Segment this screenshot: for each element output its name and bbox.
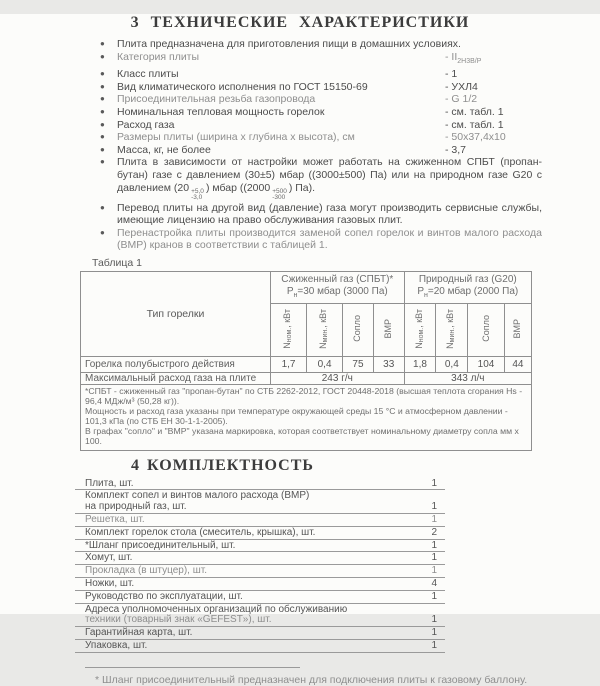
spec-label: Категория плиты [117,50,200,63]
list-item: Адреса уполномоченных организаций по обслуживанию техники (товарный знак «GEFEST»), шт. 1 [75,604,445,628]
cell-value: 104 [468,357,505,373]
spec-value: - $II_{2Н3В/Р}$ [445,50,482,65]
col-header-burner-type: Тип горелки [81,272,271,357]
bullet-icon: ● [100,81,105,91]
spec-row [100,144,542,157]
item-qty: 4 [431,577,437,589]
item-qty: 1 [431,552,437,564]
list-item: Прокладка (в штуцер), шт. 1 [75,565,445,578]
bullet-icon: ● [100,157,105,167]
spec-row [100,119,542,132]
spec-value: - УХЛ4 [445,80,478,93]
bullet-icon: ● [100,132,105,142]
spec-label: Плита предназначена для приготовления пищи в домашних условиях. [117,38,461,50]
spec-paragraph: ● Перевод плиты на другой вид (давление) газа могут производить сервисные службы, имеющие лицензию на право обслуживания газовых плит. [100,201,542,227]
list-item: Решетка, шт. 1 [75,514,445,527]
bullet-icon: ● [100,144,105,154]
bullet-icon: ● [100,119,105,129]
cell-value: 1,7 [271,357,307,373]
footnote-divider [85,667,300,668]
bullet-icon: ● [100,51,105,61]
spec-value: - 3,7 [445,143,467,156]
table-row-total: Максимальный расход газа на плите 243 г/ч 343 л/ч [81,373,532,385]
col-header-vmr: ВМР [504,304,531,357]
list-item: Ножки, шт. 4 [75,578,445,591]
bullet-icon: ● [100,107,105,117]
cell-value: 44 [504,357,531,373]
table-caption: Таблица 1 [92,257,142,269]
spec-value: - 1 [445,68,458,81]
footnote-spbt: *СПБТ - сжиженный газ "пропан-бутан" по СТБ 2262-2012, ГОСТ 20448-2018 (высшая теплота сгорания Нs - 96,4 МДж/м³ (50,28 кг)). [85,386,523,406]
spec-row [100,81,542,94]
manual-page [0,14,600,686]
list-item: Гарантийная карта, шт. 1 [75,627,445,640]
col-header-n-min: $N_{мин.}$, кВт [307,304,343,357]
spec-value: - см. табл. 1 [445,106,504,119]
item-qty: 1 [431,477,437,489]
bullet-icon: ● [100,39,105,48]
section4-title: 4 КОМПЛЕКТНОСТЬ [131,456,314,474]
total-natural-gas: 343 л/ч [404,373,531,385]
tolerance-stack: +5,0 -3,0 [191,187,204,202]
list-item: Комплект сопел и винтов малого расхода (ВМР) на природный газ, шт. 1 [75,490,445,514]
col-header-n-nom: $N_{ном.}$, кВт [271,304,307,357]
bullet-icon: ● [100,227,105,237]
spec-label: Вид климатического исполнения по ГОСТ 15150-69 [117,80,368,93]
spec-paragraph: ● Перенастройка плиты производится заменой сопел горелок и винтов малого расхода (ВМР) кранов в соответствии с таблицей 1. [100,226,542,252]
list-item: *Шланг присоединительный, шт. 1 [75,540,445,553]
bullet-icon: ● [100,94,105,104]
item-qty: 1 [431,539,437,551]
item-qty: 2 [431,526,437,538]
item-qty: 1 [431,501,437,513]
list-item: Комплект горелок стола (смеситель, крышка), шт. 2 [75,527,445,540]
section3-title: 3 ТЕХНИЧЕСКИЕ ХАРАКТЕРИСТИКИ [130,14,470,31]
bullet-icon: ● [100,69,105,79]
col-header-n-min: $N_{мин.}$, кВт [436,304,468,357]
spec-row [100,131,542,144]
spec-label: Класс плиты [117,68,179,81]
spec-list [100,38,542,252]
spec-row [100,51,542,69]
total-lpg: 243 г/ч [271,373,405,385]
spec-label: Масса, кг, не более [117,143,211,156]
cell-value: 0,4 [436,357,468,373]
table-row: Горелка полубыстрого действия 1,7 0,4 75 33 1,8 0,4 104 44 [81,357,532,373]
spec-row [100,38,542,51]
spec-label: Присоединительная резьба газопровода [117,93,316,106]
table-footnotes [81,385,532,451]
cell-value: 1,8 [404,357,436,373]
col-header-n-nom: $N_{ном.}$, кВт [404,304,436,357]
bullet-icon: ● [100,202,105,212]
item-qty: 1 [431,639,437,651]
spec-paragraph-pressure [100,156,542,201]
item-qty: 1 [431,590,437,602]
group-header-natural-gas: Природный газ (G20) $Р_н=20$ мбар (2000 Па) [404,272,531,304]
burner-table [80,271,532,451]
spec-label: Размеры плиты (ширина х глубина х высота), см [117,131,355,144]
list-item: Хомут, шт. 1 [75,552,445,565]
list-item: Плита, шт. 1 [75,478,445,491]
item-qty: 1 [431,565,437,577]
spec-value: - см. табл. 1 [445,118,504,131]
col-header-nozzle: Сопло [468,304,505,357]
tolerance-stack: +500 -300 [272,187,287,202]
item-qty: 1 [431,513,437,525]
spec-row [100,106,542,119]
col-header-vmr: ВМР [373,304,404,357]
spec-label: Номинальная тепловая мощность горелок [117,106,325,119]
spec-value: - G 1/2 [445,93,478,106]
list-item: Упаковка, шт. 1 [75,640,445,653]
footnote-marking: В графах "сопло" и "ВМР" указана маркировка, которая соответствует номинальному диаметру сопла мм х 100. [85,426,519,446]
cell-value: 33 [373,357,404,373]
hose-footnote: * Шланг присоединительный предназначен для подключения плиты к газовому баллону. [95,673,528,686]
list-item: Руководство по эксплуатации, шт. 1 [75,591,445,604]
spec-value: - 50х37,4х10 [445,131,506,144]
item-qty: 1 [431,614,437,626]
footnote-conditions: Мощность и расход газа указаны при температуре окружающей среды 15 °С и атмосферном давлении - 101,3 кПа (по СТБ ЕН 30-1-1-2005). [85,406,508,426]
spec-row [100,93,542,106]
item-qty: 1 [431,627,437,639]
pressure-text: Плита в зависимости от настройки может работать на сжиженном СПБТ (пропан-бутан) газе с давлением (30±5) мбар ((3000±500) Па) или на природном газе G20 с давлением (20 +5,0 -3,0 ) мбар ((2000 +500 -300 ) Па). [117,156,542,202]
col-header-nozzle: Сопло [343,304,374,357]
cell-value: 0,4 [307,357,343,373]
kit-list [75,478,445,653]
group-header-lpg: Сжиженный газ (СПБТ)* $Р_н=30$ мбар (3000 Па) [271,272,405,304]
cell-value: 75 [343,357,374,373]
spec-row [100,68,542,81]
spec-label: Расход газа [117,118,175,131]
